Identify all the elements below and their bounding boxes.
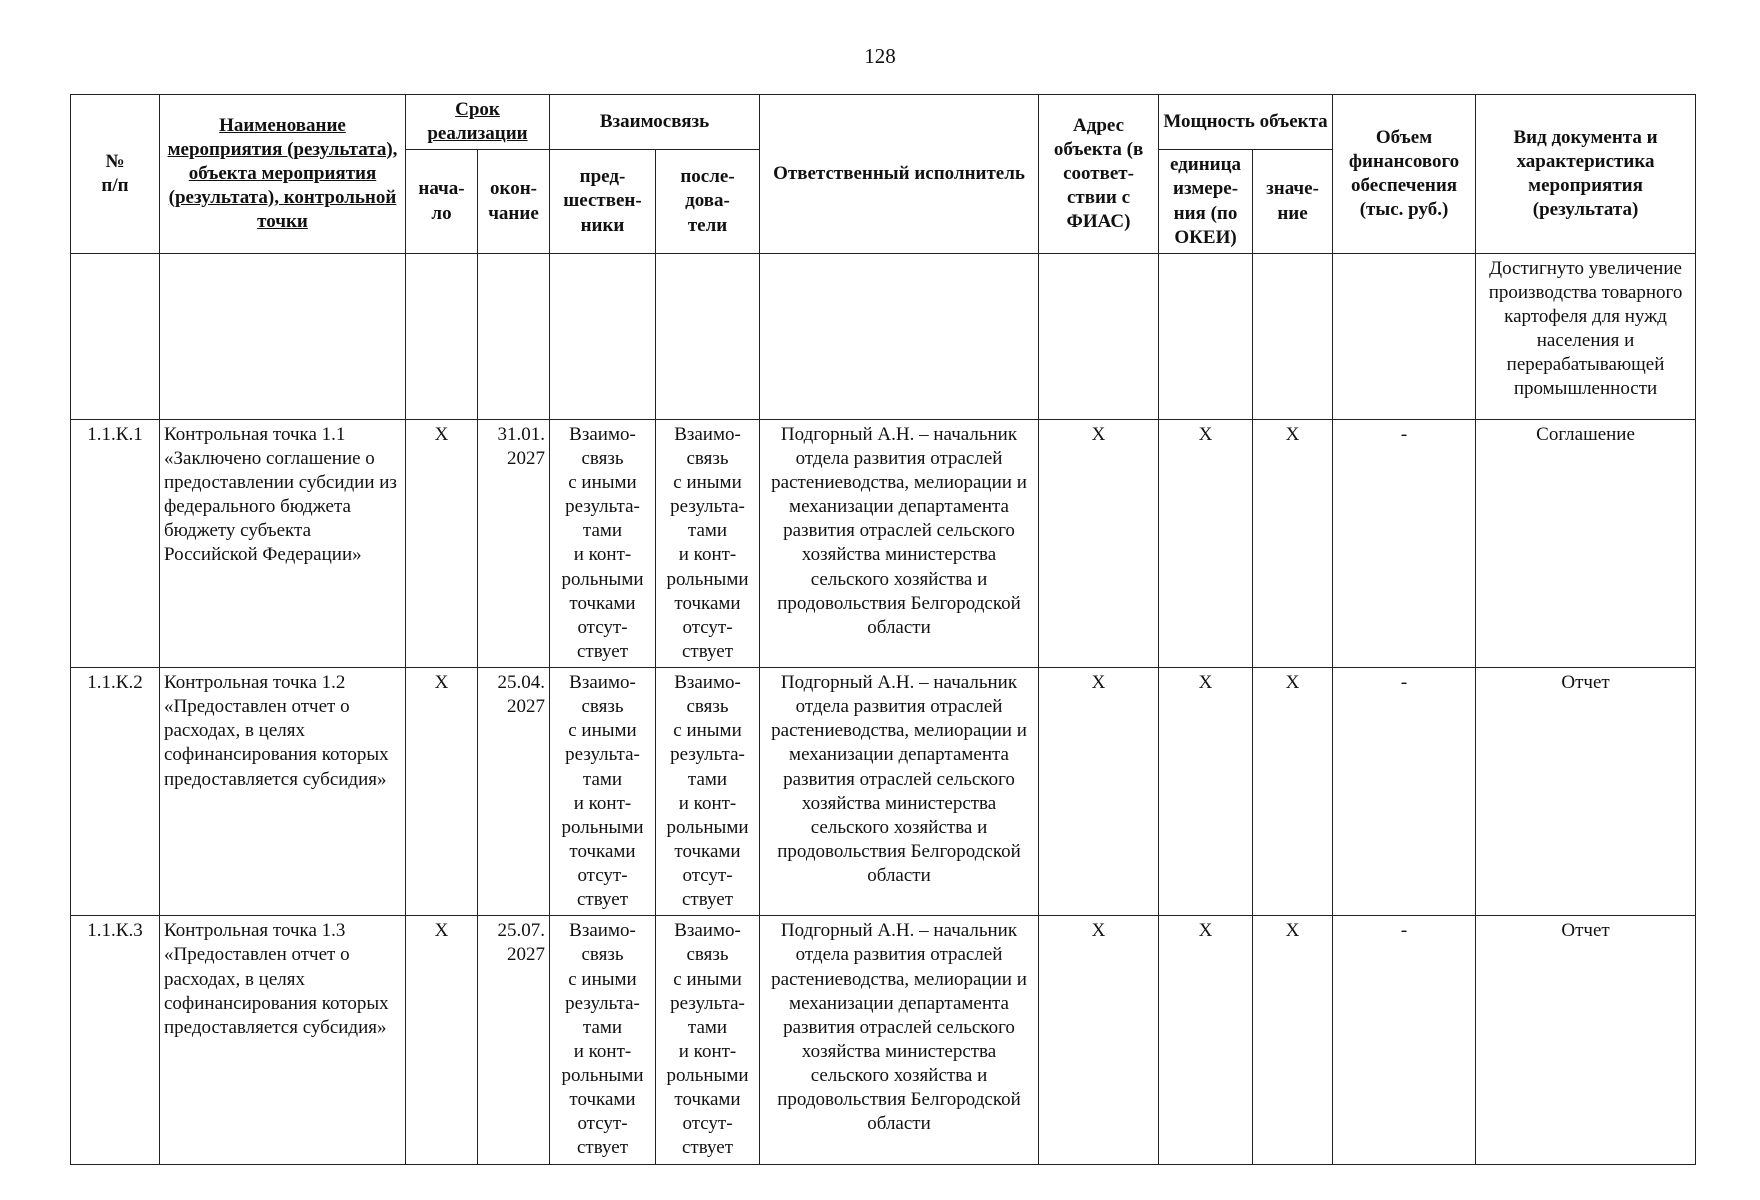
cell-empty	[160, 253, 406, 419]
cell-pred: Взаимо- связь с иными результа- тами и конт- рольными точками отсут- ствует	[550, 916, 656, 1164]
header-period: Срок реализации	[406, 95, 550, 150]
cell-doc: Отчет	[1476, 668, 1696, 916]
cell-responsible: Подгорный А.Н. – начальник отдела развития отраслей растениеводства, мелиорации и механизации департамента развития отраслей сельского хозяйства министерства сельского хозяйства и продовольствия Белгородской области	[760, 916, 1039, 1164]
cell-unit: Х	[1159, 668, 1253, 916]
cell-address: Х	[1039, 668, 1159, 916]
cell-responsible: Подгорный А.Н. – начальник отдела развития отраслей растениеводства, мелиорации и механизации департамента развития отраслей сельского хозяйства министерства сельского хозяйства и продовольствия Белгородской области	[760, 668, 1039, 916]
cell-name: Контрольная точка 1.3 «Предоставлен отчет о расходах, в целях софинансирования которых предоставляется субсидия»	[160, 916, 406, 1164]
cell-pred: Взаимо- связь с иными результа- тами и конт- рольными точками отсут- ствует	[550, 668, 656, 916]
cell-empty	[656, 253, 760, 419]
cell-succ: Взаимо- связь с иными результа- тами и конт- рольными точками отсут- ствует	[656, 668, 760, 916]
cell-num: 1.1.К.1	[71, 419, 160, 667]
header-pred: пред- шествен- ники	[550, 150, 656, 254]
cell-empty	[550, 253, 656, 419]
cell-address: Х	[1039, 419, 1159, 667]
cell-doc: Отчет	[1476, 916, 1696, 1164]
table-header	[71, 95, 1696, 254]
cell-value: Х	[1253, 419, 1333, 667]
header-num: № п/п	[71, 95, 160, 254]
cell-address: Х	[1039, 916, 1159, 1164]
cell-end: 31.01. 2027	[478, 419, 550, 667]
table-row	[71, 419, 1696, 667]
cell-start: Х	[406, 916, 478, 1164]
cell-start: Х	[406, 668, 478, 916]
page-number: 128	[864, 44, 896, 68]
table-row	[71, 668, 1696, 916]
cell-num: 1.1.К.3	[71, 916, 160, 1164]
cell-empty	[1159, 253, 1253, 419]
plan-table	[70, 94, 1696, 1165]
cell-end: 25.04. 2027	[478, 668, 550, 916]
cell-value: Х	[1253, 668, 1333, 916]
header-unit: единица измере-ния (по ОКЕИ)	[1159, 150, 1253, 254]
header-name: Наименование мероприятия (результата), объекта мероприятия (результата), контрольной точки	[160, 95, 406, 254]
cell-pred: Взаимо- связь с иными результа- тами и конт- рольными точками отсут- ствует	[550, 419, 656, 667]
cell-empty	[478, 253, 550, 419]
cell-name: Контрольная точка 1.2 «Предоставлен отчет о расходах, в целях софинансирования которых предоставляется субсидия»	[160, 668, 406, 916]
cell-empty	[1039, 253, 1159, 419]
cell-funding: -	[1333, 419, 1476, 667]
cell-value: Х	[1253, 916, 1333, 1164]
cell-funding: -	[1333, 668, 1476, 916]
header-capacity: Мощность объекта	[1159, 95, 1333, 150]
cell-empty	[1333, 253, 1476, 419]
cell-funding: -	[1333, 916, 1476, 1164]
cell-empty	[71, 253, 160, 419]
cell-start: Х	[406, 419, 478, 667]
cell-unit: Х	[1159, 916, 1253, 1164]
cell-succ: Взаимо- связь с иными результа- тами и конт- рольными точками отсут- ствует	[656, 419, 760, 667]
cell-empty	[406, 253, 478, 419]
cell-responsible: Подгорный А.Н. – начальник отдела развития отраслей растениеводства, мелиорации и механизации департамента развития отраслей сельского хозяйства министерства сельского хозяйства и продовольствия Белгородской области	[760, 419, 1039, 667]
header-end: окон- чание	[478, 150, 550, 254]
cell-doc: Достигнуто увеличение производства товарного картофеля для нужд населения и перерабатывающей промышленности	[1476, 253, 1696, 419]
header-doc: Вид документа и характеристика мероприятия (результата)	[1476, 95, 1696, 254]
cell-empty	[760, 253, 1039, 419]
header-succ: после- дова- тели	[656, 150, 760, 254]
header-responsible: Ответственный исполнитель	[760, 95, 1039, 254]
cell-empty	[1253, 253, 1333, 419]
header-value: значе- ние	[1253, 150, 1333, 254]
table-row	[71, 916, 1696, 1164]
header-start: нача- ло	[406, 150, 478, 254]
header-link: Взаимосвязь	[550, 95, 760, 150]
cell-end: 25.07. 2027	[478, 916, 550, 1164]
cell-num: 1.1.К.2	[71, 668, 160, 916]
header-funding: Объем финансового обеспечения (тыс. руб.)	[1333, 95, 1476, 254]
header-address: Адрес объекта (в соответ-ствии с ФИАС)	[1039, 95, 1159, 254]
cell-doc: Соглашение	[1476, 419, 1696, 667]
cell-unit: Х	[1159, 419, 1253, 667]
table-row-continuation	[71, 253, 1696, 419]
cell-name: Контрольная точка 1.1 «Заключено соглашение о предоставлении субсидии из федерального бюджета бюджету субъекта Российской Федерации»	[160, 419, 406, 667]
cell-succ: Взаимо- связь с иными результа- тами и конт- рольными точками отсут- ствует	[656, 916, 760, 1164]
